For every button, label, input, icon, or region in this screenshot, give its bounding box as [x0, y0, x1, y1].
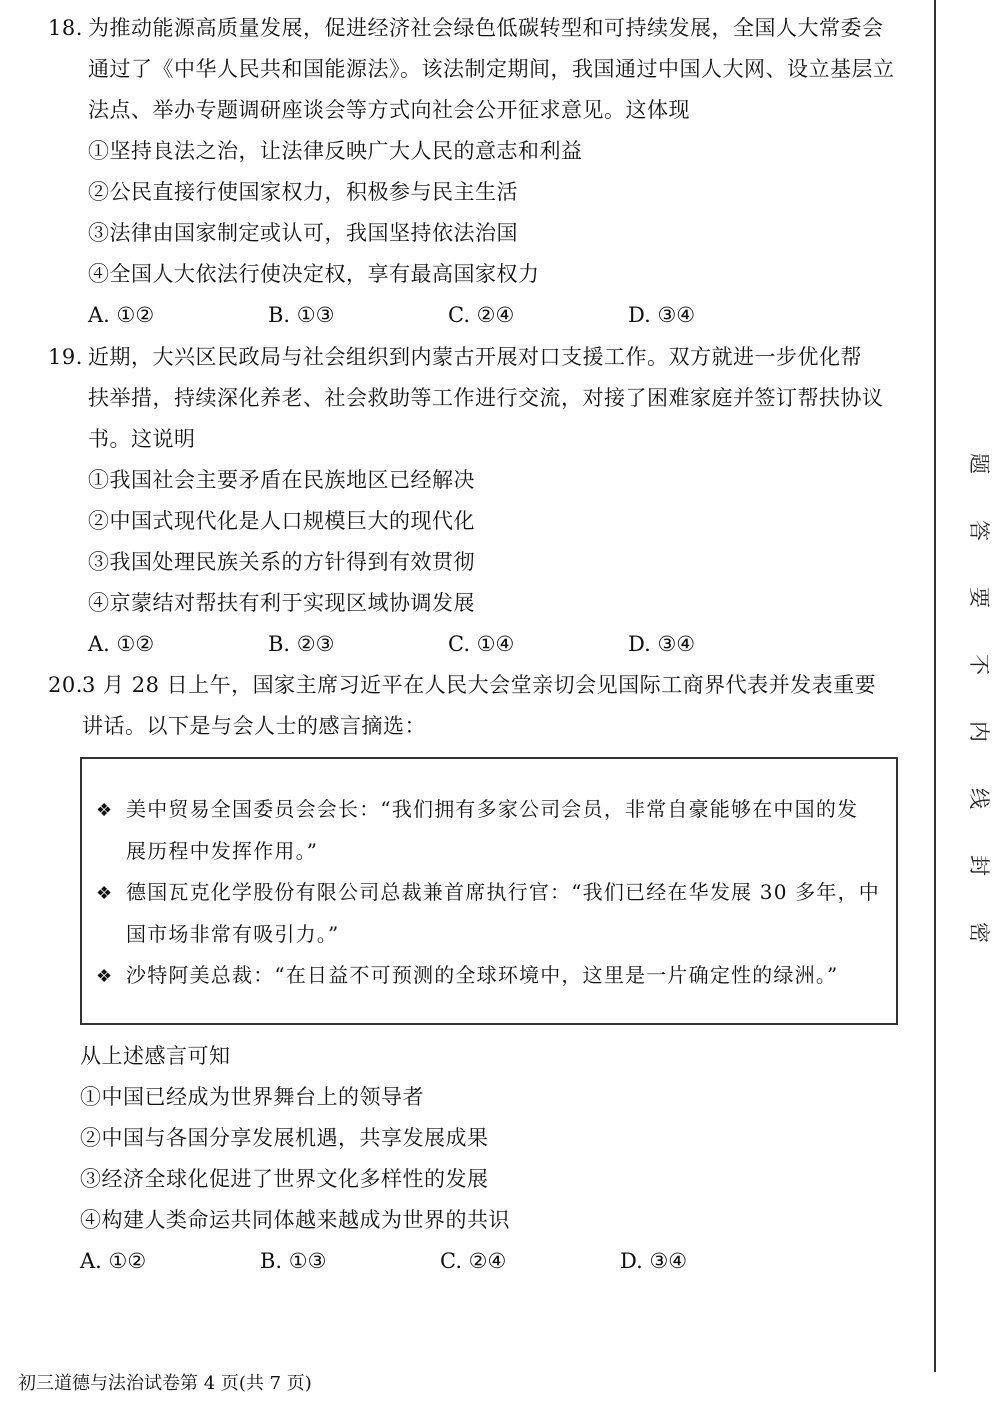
statement-option: ③法律由国家制定或认可，我国坚持依法治国	[88, 221, 518, 245]
question-18	[48, 8, 908, 336]
question-stem-line: 通过了《中华人民共和国能源法》。该法制定期间，我国通过中国人大网、设立基层立	[88, 57, 895, 81]
choice-c: C. ①④	[448, 632, 515, 656]
choice-d: D. ③④	[628, 632, 696, 656]
statement-option: ①中国已经成为世界舞台上的领导者	[80, 1085, 424, 1109]
seal-line	[934, 0, 936, 1372]
statement-option: ②中国式现代化是人口规模巨大的现代化	[88, 509, 475, 533]
question-stem-line: 20.3 月 28 日上午，国家主席习近平在人民大会堂亲切会见国际工商界代表并发表重要	[48, 665, 908, 706]
quote-item: ❖ 德国瓦克化学股份有限公司总裁兼首席执行官：“我们已经在华发展 30 多年，中	[96, 872, 886, 914]
question-stem-line: 18. 为推动能源高质量发展，促进经济社会绿色低碳转型和可持续发展，全国人大常委会	[48, 8, 908, 49]
statement-option: ①我国社会主要矛盾在民族地区已经解决	[88, 468, 475, 492]
question-19	[48, 337, 908, 665]
statement-option: ②中国与各国分享发展机遇，共享发展成果	[80, 1126, 489, 1150]
answer-choices	[80, 1241, 910, 1282]
seal-char: 封	[966, 855, 991, 876]
question-number: 19.	[48, 345, 83, 369]
question-stem-line: 扶举措，持续深化养老、社会救助等工作进行交流，对接了困难家庭并签订帮扶协议	[88, 386, 884, 410]
choice-c: C. ②④	[448, 303, 515, 327]
seal-char: 不	[966, 654, 991, 675]
choice-d: D. ③④	[628, 303, 696, 327]
page-footer: 初三道德与法治试卷第 4 页(共 7 页)	[18, 1373, 312, 1394]
question-stem-line: 讲话。以下是与会人士的感言摘选：	[82, 714, 426, 738]
statement-option: ③我国处理民族关系的方针得到有效贯彻	[88, 550, 475, 574]
question-20	[48, 665, 908, 747]
question-stem-line: 法点、举办专题调研座谈会等方式向社会公开征求意见。这体现	[88, 98, 690, 122]
choice-a: A. ①②	[80, 1249, 147, 1273]
choice-b: B. ②③	[268, 632, 335, 656]
question-stem-line: 书。这说明	[88, 427, 196, 451]
statement-option: ④构建人类命运共同体越来越成为世界的共识	[80, 1208, 510, 1232]
question-number: 18.	[48, 16, 83, 40]
choice-d: D. ③④	[620, 1249, 688, 1273]
statement-option: ②公民直接行使国家权力，积极参与民主生活	[88, 180, 518, 204]
statement-option: ①坚持良法之治，让法律反映广大人民的意志和利益	[88, 139, 583, 163]
statement-option: ③经济全球化促进了世界文化多样性的发展	[80, 1167, 489, 1191]
quote-item: ❖ 沙特阿美总裁：“在日益不可预测的全球环境中，这里是一片确定性的绿洲。”	[96, 955, 886, 997]
choice-a: A. ①②	[88, 632, 155, 656]
seal-char: 答	[966, 520, 991, 541]
quote-continuation: 展历程中发挥作用。”	[126, 839, 319, 863]
statement-option: ④京蒙结对帮扶有利于实现区域协调发展	[88, 591, 475, 615]
answer-choices	[48, 624, 908, 665]
choice-c: C. ②④	[440, 1249, 507, 1273]
bullet-icon: ❖	[96, 883, 114, 904]
answer-choices	[48, 295, 908, 336]
seal-char: 内	[966, 721, 991, 742]
seal-char: 线	[966, 788, 991, 809]
question-prompt: 从上述感言可知	[80, 1044, 231, 1068]
bullet-icon: ❖	[96, 800, 114, 821]
seal-char: 题	[966, 453, 991, 474]
seal-char: 要	[966, 587, 991, 608]
seal-char: 密	[966, 922, 991, 943]
question-stem-line: 19. 近期，大兴区民政局与社会组织到内蒙古开展对口支援工作。双方就进一步优化帮	[48, 337, 908, 378]
quote-item: ❖ 美中贸易全国委员会会长：“我们拥有多家公司会员，非常自豪能够在中国的发	[96, 789, 886, 831]
quotes-box	[80, 757, 898, 1025]
question-20-options	[80, 1036, 910, 1282]
quote-continuation: 国市场非常有吸引力。”	[126, 922, 340, 946]
choice-a: A. ①②	[88, 303, 155, 327]
choice-b: B. ①③	[260, 1249, 327, 1273]
statement-option: ④全国人大依法行使决定权，享有最高国家权力	[88, 262, 540, 286]
question-number: 20.	[48, 673, 83, 697]
seal-warning-text	[944, 430, 991, 966]
bullet-icon: ❖	[96, 966, 114, 987]
choice-b: B. ①③	[268, 303, 335, 327]
